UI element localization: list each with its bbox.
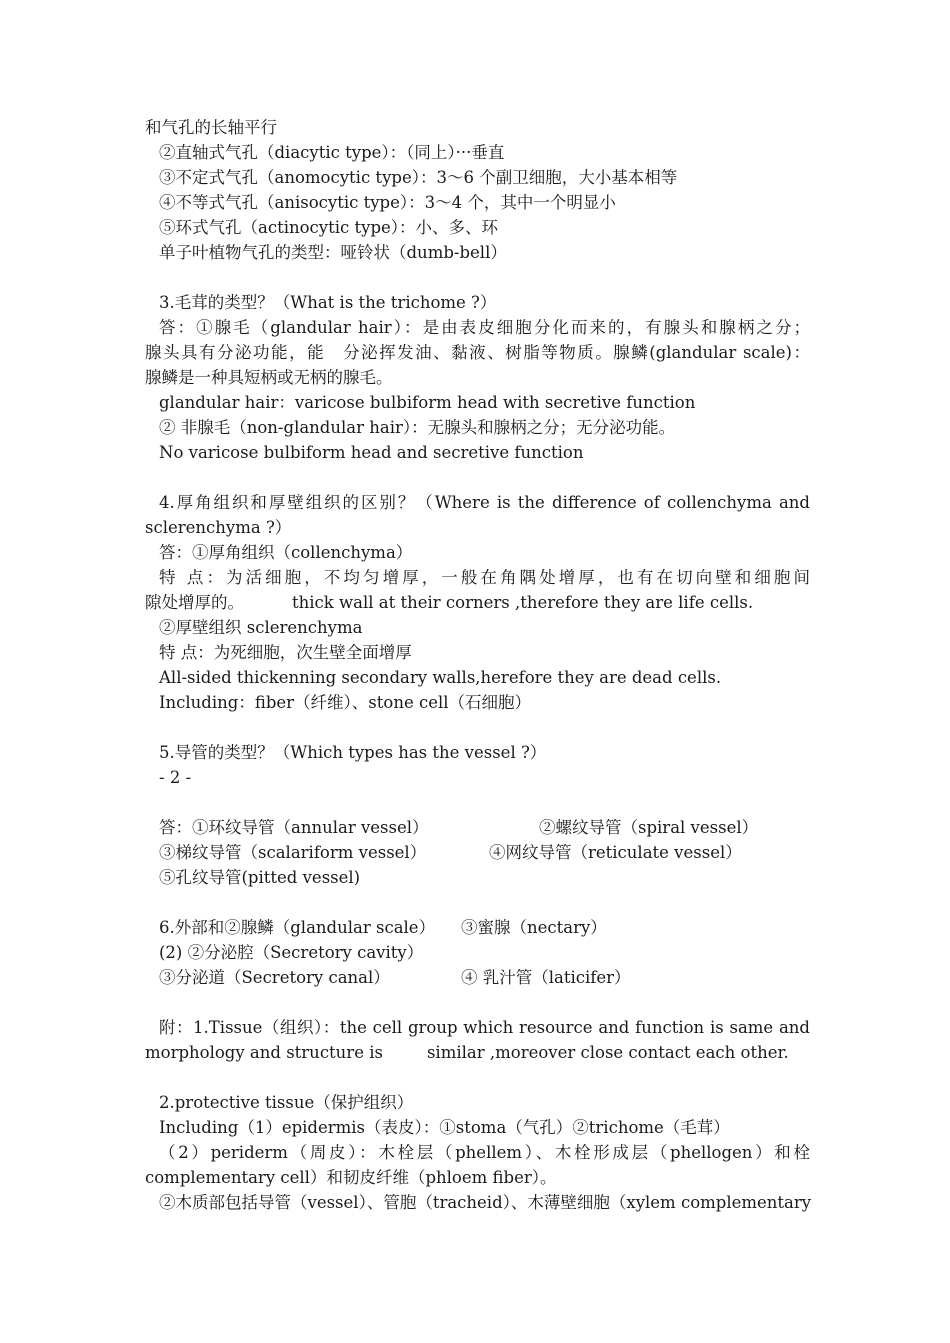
- text-segment: ④ 乳汁管（laticifer）: [461, 968, 631, 987]
- text-line: 腺鳞是一种具短柄或无柄的腺毛。: [145, 368, 393, 387]
- text-line: [145, 840, 810, 865]
- text-segment: thick wall at their corners ,therefore they are life cells.: [292, 593, 754, 612]
- text-line: ②直轴式气孔（diacytic type）：（同上）···垂直: [159, 143, 505, 162]
- text-line: complementary cell）和韧皮纤维（phloem fiber）。: [145, 1168, 557, 1187]
- text-segment: ③分泌道（Secretory canal）: [159, 968, 390, 987]
- text-line: [145, 815, 810, 840]
- text-line: All-sided thickenning secondary walls,herefore they are dead cells.: [159, 668, 722, 687]
- page-number: - 2 -: [159, 768, 192, 787]
- text-line: [145, 1040, 810, 1065]
- text-line: Including（1）epidermis（表皮）：①stoma（气孔）②trichome（毛茸）: [159, 1118, 730, 1137]
- text-line: （2）periderm（周皮）：木栓层（phellem）、木栓形成层（phellogen）和栓: [159, 1143, 810, 1162]
- question-3-title: 3.毛茸的类型？（What is the trichome ?）: [159, 293, 497, 312]
- text-line: (2) ②分泌腔（Secretory cavity）: [159, 943, 424, 962]
- text-line: ④不等式气孔（anisocytic type）：3～4 个，其中一个明显小: [159, 193, 616, 212]
- text-segment: ③蜜腺（nectary）: [461, 918, 607, 937]
- text-line: 特 点：为死细胞，次生壁全面增厚: [159, 643, 412, 662]
- text-line: ②木质部包括导管（vessel）、管胞（tracheid）、木薄壁细胞（xylem complementary: [159, 1193, 812, 1212]
- text-line: 和气孔的长轴平行: [145, 118, 277, 137]
- vessel-type: ②螺纹导管（spiral vessel）: [539, 818, 759, 837]
- text-line: ②厚壁组织 sclerenchyma: [159, 618, 363, 637]
- text-line: ② 非腺毛（non-glandular hair）：无腺头和腺柄之分；无分泌功能。: [159, 418, 676, 437]
- text-segment: morphology and structure is: [145, 1043, 383, 1062]
- vessel-type: ⑤孔纹导管(pitted vessel): [159, 868, 361, 887]
- text-line: [145, 590, 810, 615]
- text-line: [145, 965, 810, 990]
- document-page: [145, 115, 810, 1215]
- text-line: 单子叶植物气孔的类型：哑铃状（dumb-bell）: [159, 243, 507, 262]
- text-segment: similar ,moreover close contact each other.: [426, 1043, 789, 1062]
- text-line: 特 点：为活细胞，不均匀增厚，一般在角隅处增厚，也有在切向壁和细胞间: [159, 568, 810, 587]
- appendix-line: 附：1.Tissue（组织）：the cell group which resource and function is same and: [159, 1018, 810, 1037]
- section-title: 2.protective tissue（保护组织）: [159, 1093, 414, 1112]
- text-segment: 隙处增厚的。: [145, 593, 244, 612]
- text-line: 答：①腺毛（glandular hair）：是由表皮细胞分化而来的，有腺头和腺柄之分；: [159, 318, 810, 337]
- text-segment: 6.外部和②腺鳞（glandular scale）: [159, 918, 436, 937]
- question-4-title: 4.厚角组织和厚壁组织的区别？（Where is the difference of collenchyma and: [159, 493, 810, 512]
- text-line: glandular hair：varicose bulbiform head with secretive function: [159, 393, 696, 412]
- question-5-title: 5.导管的类型？（Which types has the vessel ?）: [159, 743, 547, 762]
- vessel-type: 答：①环纹导管（annular vessel）: [159, 818, 429, 837]
- vessel-type: ③梯纹导管（scalariform vessel）: [159, 843, 427, 862]
- text-line: 腺头具有分泌功能，能 分泌挥发油、黏液、树脂等物质。腺鳞(glandular scale)：: [145, 343, 810, 362]
- text-line: ③不定式气孔（anomocytic type）：3～6 个副卫细胞，大小基本相等: [159, 168, 678, 187]
- question-4-title-cont: sclerenchyma ?）: [145, 518, 292, 537]
- text-line: No varicose bulbiform head and secretive function: [159, 443, 584, 462]
- text-line: Including：fiber（纤维）、stone cell（石细胞）: [159, 693, 532, 712]
- text-line: ⑤环式气孔（actinocytic type）：小、多、环: [159, 218, 499, 237]
- text-line: 答：①厚角组织（collenchyma）: [159, 543, 413, 562]
- text-line: [145, 915, 810, 940]
- vessel-type: ④网纹导管（reticulate vessel）: [489, 843, 742, 862]
